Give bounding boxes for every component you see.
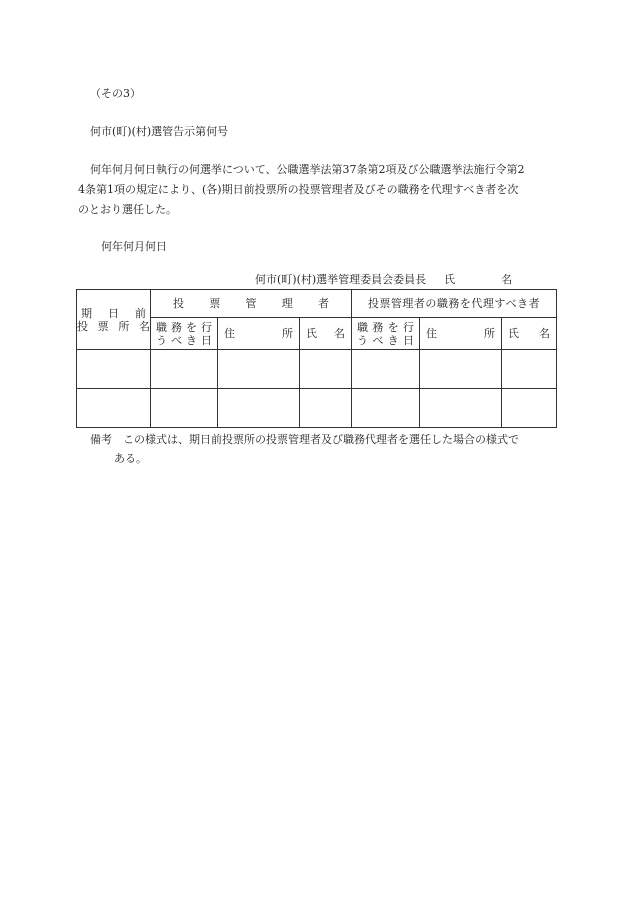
deputy-group-header: 投票管理者の職務を代理すべき者 xyxy=(352,290,557,318)
table-cell xyxy=(352,350,420,389)
polling-place-header: 期 日 前 投 票 所 名 xyxy=(77,290,151,350)
manager-duty-date-header: 職 務 を 行 う べ き 日 xyxy=(151,318,218,350)
table-cell xyxy=(352,389,420,428)
signature-mei: 名 xyxy=(501,273,513,286)
table-cell xyxy=(300,389,352,428)
manager-address-header: 住 所 xyxy=(218,318,300,350)
notice-body xyxy=(78,160,558,220)
table-cell xyxy=(151,350,218,389)
table-cell xyxy=(502,350,557,389)
manager-name-header: 氏 名 xyxy=(300,318,352,350)
table-cell xyxy=(300,350,352,389)
table-row xyxy=(77,389,557,428)
notice-body-line-1: 何年何月何日執行の何選挙について、公職選挙法第37条第2項及び公職選挙法施行令第2 xyxy=(90,163,525,176)
table-cell xyxy=(420,389,502,428)
table-cell xyxy=(502,389,557,428)
remarks-text-line-2: ある。 xyxy=(114,452,147,465)
remarks-label: 備考 xyxy=(90,433,112,446)
table-cell xyxy=(420,350,502,389)
signature-shi: 氏 xyxy=(444,273,456,286)
deputy-address-header: 住 所 xyxy=(420,318,502,350)
table-cell xyxy=(77,350,151,389)
table-cell xyxy=(218,350,300,389)
deputy-name-header: 氏 名 xyxy=(502,318,557,350)
remarks-text-line-1: この様式は、期日前投票所の投票管理者及び職務代理者を選任した場合の様式で xyxy=(123,433,519,446)
table-cell xyxy=(77,389,151,428)
manager-group-header: 投 票 管 理 者 xyxy=(151,290,352,318)
deputy-duty-date-header: 職 務 を 行 う べ き 日 xyxy=(352,318,420,350)
notice-body-line-2: 4条第1項の規定により、(各)期日前投票所の投票管理者及びその職務を代理すべき者を次 xyxy=(78,183,519,196)
notice-date: 何年何月何日 xyxy=(101,240,167,253)
remarks-note xyxy=(90,430,560,468)
appointment-table xyxy=(76,289,557,428)
notice-number: 何市(町)(村)選管告示第何号 xyxy=(90,125,229,138)
signature-org: 何市(町)(村)選挙管理委員会委員長 xyxy=(255,273,427,286)
table-cell xyxy=(151,389,218,428)
table-cell xyxy=(218,389,300,428)
form-number-label: （その3） xyxy=(90,87,141,100)
notice-body-line-3: のとおり選任した。 xyxy=(78,203,177,216)
table-row xyxy=(77,350,557,389)
signature-line xyxy=(255,270,512,290)
